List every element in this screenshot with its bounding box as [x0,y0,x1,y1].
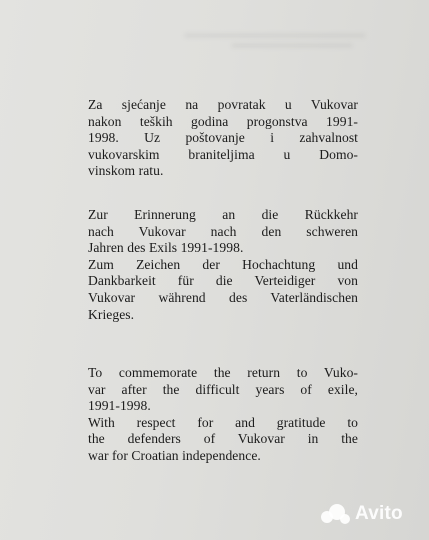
text-line: the defenders of Vukovar in the [88,431,358,447]
text-line: With respect for and gratitude to [88,414,358,430]
text-line: vinskom ratu. [88,163,164,179]
text-line: vukovarskim braniteljima u Domo- [88,146,358,162]
text-line: 1998. Uz poštovanje i zahvalnost [88,130,358,146]
watermark-text: Avito [355,503,403,524]
text-line: Vukovar während des Vaterländischen [88,289,358,305]
dedication-croatian [88,97,358,180]
show-through-smudge [232,44,352,47]
text-line: Dankbarkeit für die Verteidiger von [88,273,358,289]
avito-dots-icon [321,503,351,525]
text-line: Krieges. [88,306,135,322]
text-line: To commemorate the return to Vuko- [88,365,358,380]
text-line: 1991-1998. [88,398,151,414]
text-line: war for Croatian independence. [88,447,261,463]
text-line: nakon teških godina progonstva 1991- [88,113,358,129]
text-line: Zum Zeichen der Hochachtung und [88,256,358,272]
dedication-english [88,365,358,465]
show-through-smudge [185,34,365,37]
text-line: Za sjećanje na povratak u Vukovar [88,97,358,112]
text-line: var after the difficult years of exile, [88,381,358,397]
text-line: Zur Erinnerung an die Rückkehr [88,207,358,222]
text-line: nach Vukovar nach den schweren [88,223,358,239]
avito-watermark [321,502,403,526]
text-line: Jahren des Exils 1991-1998. [88,240,244,256]
dedication-german [88,207,358,323]
